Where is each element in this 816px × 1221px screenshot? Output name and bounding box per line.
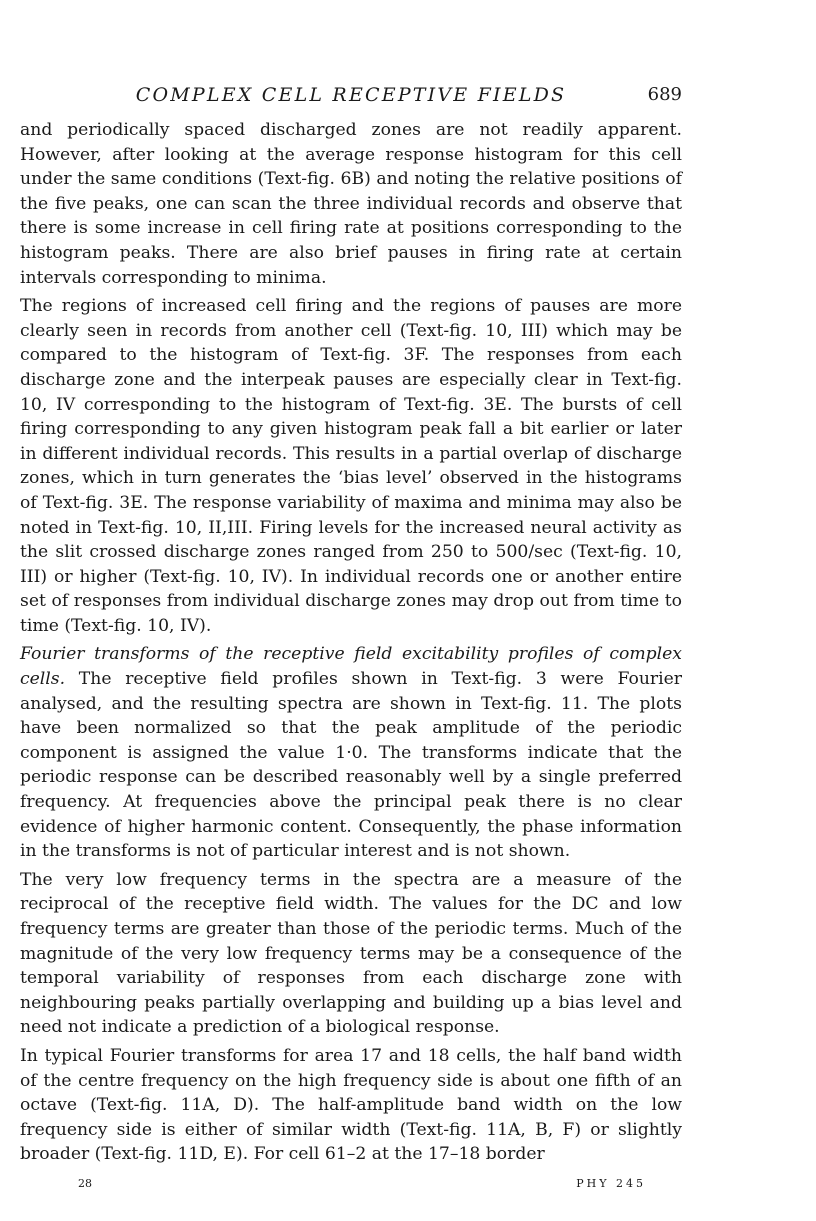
page-header [20, 80, 682, 110]
running-title: COMPLEX CELL RECEPTIVE FIELDS [135, 84, 567, 106]
paragraph-3 [20, 642, 682, 863]
page-number: 689 [647, 84, 682, 105]
journal-reference: PHY 245 [576, 1177, 646, 1190]
paragraph-5: In typical Fourier transforms for area 17 and 18 cells, the half band width of the centre frequency on the high frequency side is about one fifth of an octave (Text-fig. 11A, D). The half-amplitude band width on the low frequency side is either of similar width (Text-fig. 11A, B, F) or slightly broader (Text-fig. 11D, E). For cell 61–2 at the 17–18 border [20, 1045, 682, 1165]
signature-mark: 28 [78, 1177, 92, 1190]
paragraph-2: The regions of increased cell firing and the regions of pauses are more clearly seen in records from another cell (Text-fig. 10, III) which may be compared to the histogram of Text-fig. 3F. The responses from each discharge zone and the interpeak pauses are especially clear in Text-fig. 10, IV corresponding to the histogram of Text-fig. 3E. The bursts of cell firing corresponding to any given histogram peak fall a bit earlier or later in different individual records. This results in a partial overlap of discharge zones, which in turn generates the ‘bias level’ observed in the histograms of Text-fig. 3E. The response variability of maxima and minima may also be noted in Text-fig. 10, II,III. Firing levels for the increased neural activity as the slit crossed discharge zones ranged from 250 to 500/sec (Text-fig. 10, III) or higher (Text-fig. 10, IV). In individual records one or another entire set of responses from individual discharge zones may drop out from time to time (Text-fig. 10, IV). [20, 296, 682, 636]
section-text: The receptive field profiles shown in Text-fig. 3 were Fourier analysed, and the resulting spectra are shown in Text-fig. 11. The plots have been normalized so that the peak amplitude of the periodic component is assigned the value 1·0. The transforms indicate that the periodic response can be described reasonably well by a single preferred frequency. At frequencies above the principal peak there is no clear evidence of higher harmonic content. Consequently, the phase information in the transforms is not of particular interest and is not shown. [20, 669, 682, 862]
paragraph-4: The very low frequency terms in the spectra are a measure of the reciprocal of the receptive field width. The values for the DC and low frequency terms are greater than those of the periodic terms. Much of the magnitude of the very low frequency terms may be a consequence of the temporal variability of responses from each discharge zone with neighbouring peaks partially overlapping and building up a bias level and need not indicate a prediction of a biological response. [20, 869, 682, 1038]
section-heading: Fourier transforms of the receptive field excitability profiles of complex cells. [20, 644, 682, 690]
page-footer [78, 1177, 646, 1195]
paragraph-1: and periodically spaced discharged zones are not readily apparent. However, after looking at the average response histogram for this cell under the same conditions (Text-fig. 6B) and noting the relative positions of the five peaks, one can scan the three individual records and observe that there is some increase in cell firing rate at positions corresponding to the histogram peaks. There are also brief pauses in firing rate at certain intervals corresponding to minima. [20, 120, 682, 288]
body-text [20, 118, 682, 1171]
